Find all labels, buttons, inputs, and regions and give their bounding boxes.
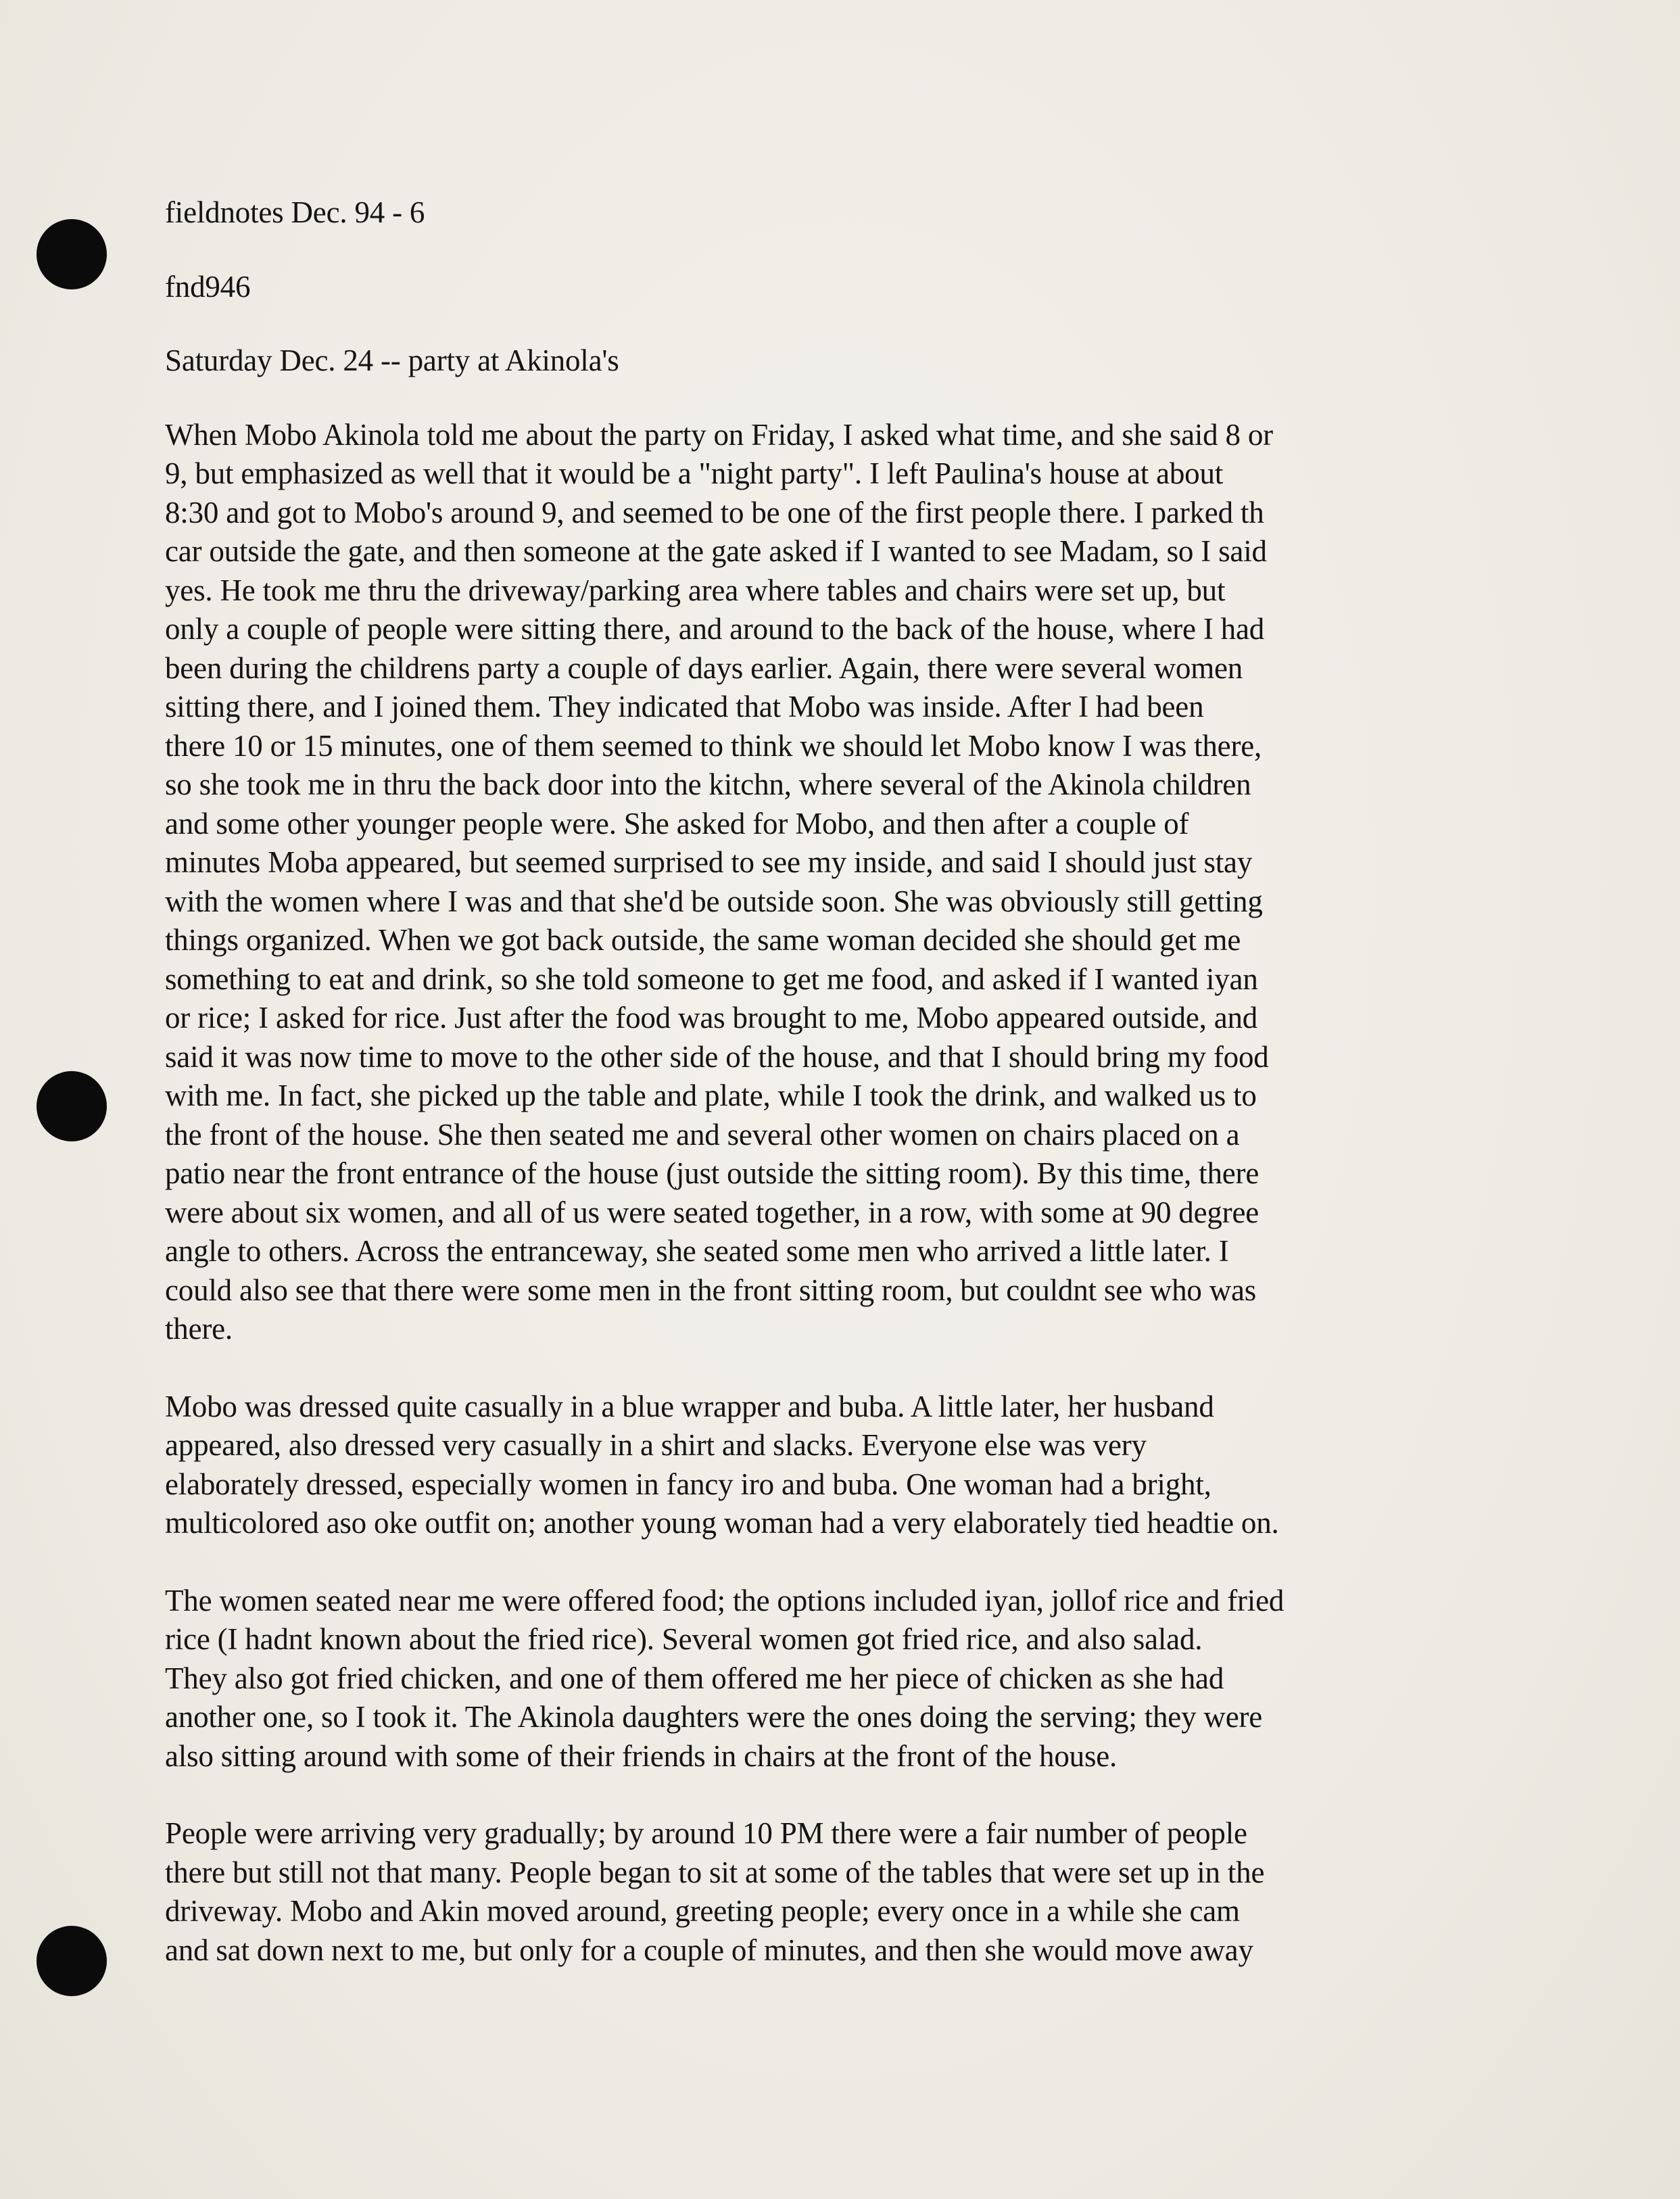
binder-hole-middle bbox=[37, 1071, 107, 1141]
text-line: People were arriving very gradually; by around 10 PM there were a fair number of people bbox=[165, 1816, 1247, 1850]
text-line: 9, but emphasized as well that it would be a "night party". I left Paulina's house at about bbox=[165, 456, 1224, 490]
text-line: another one, so I took it. The Akinola daughters were the ones doing the serving; they were bbox=[165, 1700, 1263, 1734]
text-line: yes. He took me thru the driveway/parking area where tables and chairs were set up, but bbox=[165, 573, 1226, 607]
text-line: elaborately dressed, especially women in fancy iro and buba. One woman had a bright, bbox=[165, 1467, 1211, 1501]
paragraph-food bbox=[165, 1582, 1571, 1776]
text-line: driveway. Mobo and Akin moved around, greeting people; every once in a while she cam bbox=[165, 1894, 1240, 1928]
text-line: with me. In fact, she picked up the table and plate, while I took the drink, and walked us to bbox=[165, 1079, 1257, 1112]
text-line: also sitting around with some of their friends in chairs at the front of the house. bbox=[165, 1739, 1118, 1773]
text-line: 8:30 and got to Mobo's around 9, and seemed to be one of the first people there. I parked th bbox=[165, 495, 1264, 529]
text-line: sitting there, and I joined them. They indicated that Mobo was inside. After I had been bbox=[165, 690, 1204, 724]
text-line: angle to others. Across the entranceway, she seated some men who arrived a little later. I bbox=[165, 1234, 1229, 1268]
document-body bbox=[165, 184, 1571, 1970]
text-line: only a couple of people were sitting there, and around to the back of the house, where I had bbox=[165, 612, 1265, 646]
binder-hole-bottom bbox=[37, 1926, 107, 1996]
text-line: minutes Moba appeared, but seemed surprised to see my inside, and said I should just stay bbox=[165, 845, 1253, 879]
text-line: When Mobo Akinola told me about the party on Friday, I asked what time, and she said 8 or bbox=[165, 417, 1273, 452]
paragraph-arrival bbox=[165, 416, 1571, 1349]
paragraph-arrivals bbox=[165, 1814, 1571, 1970]
text-line: been during the childrens party a couple of days earlier. Again, there were several women bbox=[165, 651, 1243, 685]
text-line: with the women where I was and that she'd be outside soon. She was obviously still getting bbox=[165, 884, 1263, 918]
text-line: said it was now time to move to the other side of the house, and that I should bring my food bbox=[165, 1039, 1269, 1074]
text-line: so she took me in thru the back door into the kitchn, where several of the Akinola children bbox=[165, 767, 1251, 801]
text-line: and sat down next to me, but only for a couple of minutes, and then she would move away bbox=[165, 1933, 1253, 1967]
document-code: fnd946 bbox=[165, 269, 251, 304]
binder-hole-top bbox=[37, 219, 107, 289]
text-line: there 10 or 15 minutes, one of them seemed to think we should let Mobo know I was there, bbox=[165, 728, 1262, 763]
text-line: patio near the front entrance of the house (just outside the sitting room). By this time, there bbox=[165, 1156, 1259, 1190]
text-line: the front of the house. She then seated me and several other women on chairs placed on a bbox=[165, 1117, 1240, 1152]
text-line: They also got fried chicken, and one of them offered me her piece of chicken as she had bbox=[165, 1661, 1224, 1695]
document-title: fieldnotes Dec. 94 - 6 bbox=[165, 195, 425, 229]
entry-date-heading: Saturday Dec. 24 -- party at Akinola's bbox=[165, 344, 619, 377]
text-line: The women seated near me were offered food; the options included iyan, jollof rice and fried bbox=[165, 1583, 1285, 1617]
text-line: multicolored aso oke outfit on; another young woman had a very elaborately tied headtie on. bbox=[165, 1506, 1279, 1540]
text-line: there. bbox=[165, 1312, 233, 1346]
text-line: were about six women, and all of us were seated together, in a row, with some at 90 degree bbox=[165, 1195, 1259, 1229]
text-line: things organized. When we got back outside, the same woman decided she should get me bbox=[165, 923, 1241, 957]
text-line: could also see that there were some men in the front sitting room, but couldnt see who was bbox=[165, 1273, 1257, 1307]
text-line: something to eat and drink, so she told someone to get me food, and asked if I wanted iyan bbox=[165, 962, 1258, 996]
paragraph-dress bbox=[165, 1388, 1571, 1543]
text-line: Mobo was dressed quite casually in a blue wrapper and buba. A little later, her husband bbox=[165, 1389, 1214, 1423]
text-line: rice (I hadnt known about the fried rice). Several women got fried rice, and also salad. bbox=[165, 1622, 1203, 1656]
text-line: appeared, also dressed very casually in a shirt and slacks. Everyone else was very bbox=[165, 1428, 1147, 1462]
text-line: car outside the gate, and then someone at the gate asked if I wanted to see Madam, so I said bbox=[165, 534, 1267, 568]
text-line: or rice; I asked for rice. Just after the food was brought to me, Mobo appeared outside, and bbox=[165, 1001, 1258, 1035]
text-line: there but still not that many. People began to sit at some of the tables that were set up in the bbox=[165, 1855, 1265, 1889]
text-line: and some other younger people were. She asked for Mobo, and then after a couple of bbox=[165, 806, 1189, 841]
